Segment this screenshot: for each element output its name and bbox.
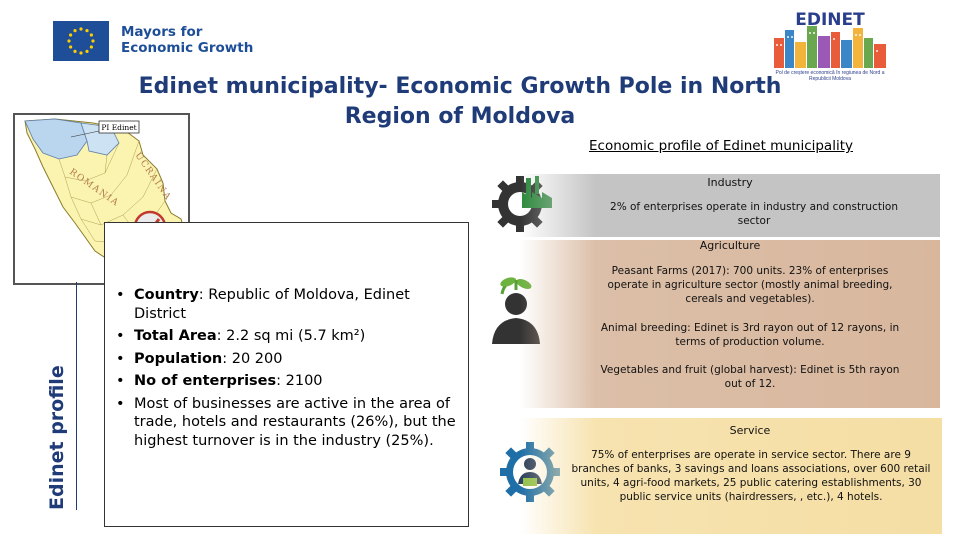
fact-population: • Population: 20 200 [114,350,464,369]
edinet-logo-caption: Pol de creștere economică în regiunea de Nord a Republicii Moldova [775,70,885,82]
eu-star [79,51,82,54]
page-title [100,72,820,132]
map-label-ucraina: UCRAINA [132,150,173,203]
eu-star [85,50,88,53]
eu-star [90,33,93,36]
mayors-for-economic-growth-logo [121,24,253,56]
side-divider [76,282,77,510]
title-line-1: Edinet municipality- Economic Growth Pole in North [138,74,782,99]
eu-star [79,27,82,30]
side-label: Edinet profile [46,365,68,510]
agriculture-text-3: Vegetables and fruit (global harvest): Edinet is 5th rayon out of 12. [600,364,900,390]
map-marker-label: PI Edinet [101,123,137,132]
eu-star [73,29,76,32]
fact-country: • Country: Republic of Moldova, Edinet District [114,286,464,323]
fact-enterprises: • No of enterprises: 2100 [114,372,464,391]
agriculture-text-1: Peasant Farms (2017): 700 units. 23% of enterprises operate in agriculture sector (mostly animal breeding, cereals and vegetables). [607,265,893,305]
industry-text: 2% of enterprises operate in industry and construction sector [610,201,898,227]
mayors-line-2: Economic Growth [121,40,254,56]
eu-star [90,45,93,48]
economic-profile-title: Economic profile of Edinet municipality [589,138,853,154]
service-heading: Service [729,424,771,437]
fact-businesses: • Most of businesses are active in the area of trade, hotels and restaurants (26%), but the highest turnover is in the industry (25%). [114,395,464,451]
facts-list [114,286,464,454]
service-band [520,418,942,534]
eu-star [69,33,72,36]
fact-area: • Total Area: 2.2 sq mi (5.7 km²) [114,327,464,346]
industry-band [520,174,940,237]
eu-star [91,39,94,42]
agriculture-band [520,240,940,408]
service-text: 75% of enterprises are operate in service sector. There are 9 branches of banks, 3 savings and loans associations, over 600 retail units, 4 agri-food markets, 25 public catering establishments, 30 public service units (hairdressers, , etc.), 4 hotels. [571,449,931,503]
eu-star [69,45,72,48]
agriculture-text-2: Animal breeding: Edinet is 3rd rayon out of 12 rayons, in terms of production volume. [600,322,900,348]
eu-flag-icon [53,21,109,61]
agriculture-heading: Agriculture [699,239,761,252]
map-label-romania: ROMANIA [67,167,121,209]
eu-star [73,50,76,53]
edinet-logo-text: EDINET [795,10,865,30]
mayors-line-1: Mayors for [121,24,203,40]
eu-star [67,39,70,42]
industry-heading: Industry [707,176,753,189]
eu-star [85,29,88,32]
title-line-2: Region of Moldova [344,104,576,129]
